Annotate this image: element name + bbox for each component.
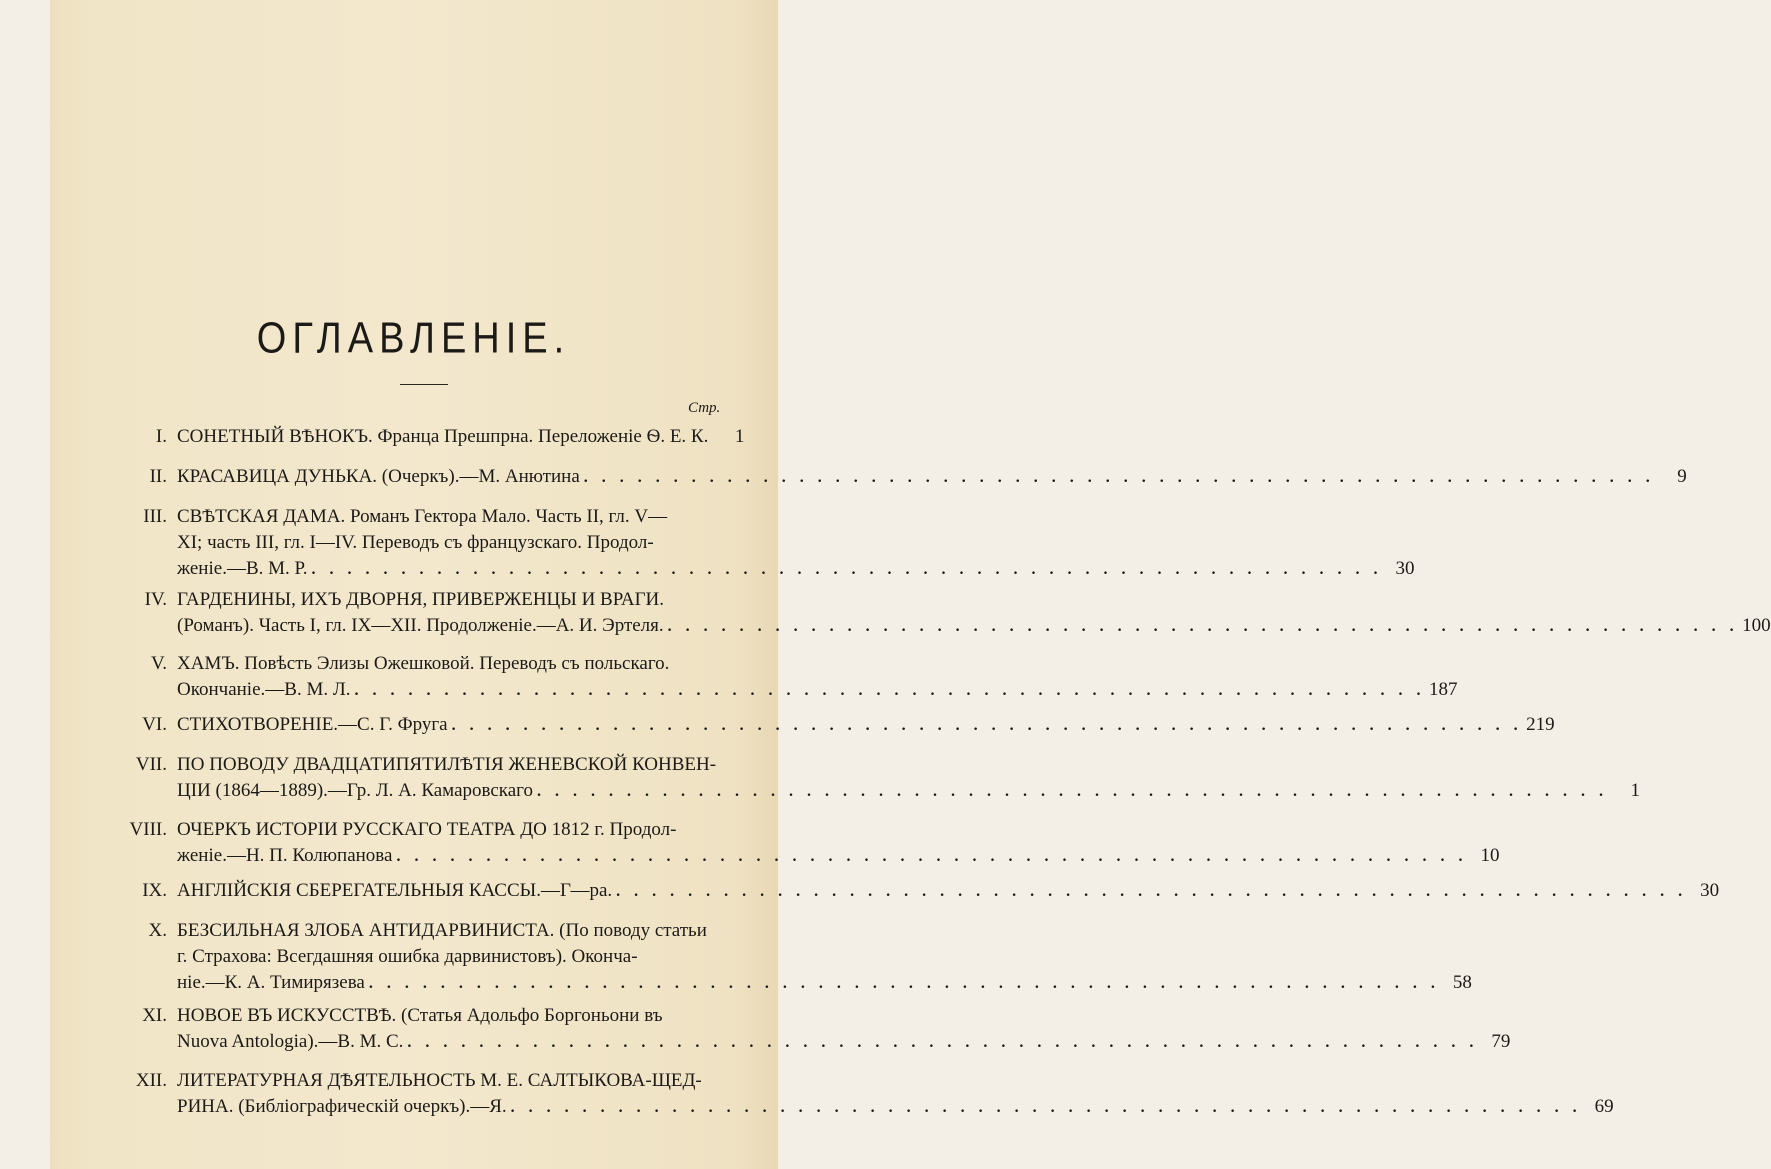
entry-last-line (177, 613, 1771, 640)
entry-line: НОВОЕ ВЪ ИСКУССТВѢ. (Статья Адольфо Боргоньони въ (177, 1005, 663, 1026)
leader-dots: . . . . . . . . . . . . . . . . . . . . . . . . . . . . . . . . . . . . . . . . . . . . . . . . . . . . . . . . . . . . (510, 1099, 1582, 1116)
page-number: 1 (734, 426, 745, 447)
entry-last-line (177, 970, 1472, 997)
entry-text: КРАСАВИЦА ДУНЬКА. (Очеркъ).—М. Анютина (177, 466, 580, 487)
leader-dots: . . . . . . . . . . . . . . . . . . . . . . . . . . . . . . . . . . . . . . . . . . . . . . . . . . . . . . . . . . . . (583, 469, 1655, 486)
page-number: 30 (1700, 880, 1720, 901)
entry-text: (Романъ). Часть I, гл. IX—XII. Продолженіе.—А. И. Эртеля. (177, 615, 664, 636)
entry-text: РИНА. (Библіографическій очеркъ).—Я. (177, 1096, 507, 1117)
entry-number: VIII. (129, 819, 167, 840)
entry-number: I. (155, 426, 167, 447)
entry-number: XI. (142, 1005, 167, 1026)
leader-dots: . . . . . . . . . . . . . . . . . . . . . . . . . . . . . . . . . . . . . . . . . . . . . . . . . . . . . . . . . . . . (407, 1034, 1479, 1051)
entry-line: XI; часть III, гл. I—IV. Переводъ съ французскаго. Продол- (177, 532, 654, 553)
page-number: 58 (1452, 972, 1472, 993)
entry-last-line (177, 556, 1415, 583)
entry-line: ГАРДЕНИНЫ, ИХЪ ДВОРНЯ, ПРИВЕРЖЕНЦЫ И ВРАГИ. (177, 589, 665, 610)
entry-number: IV. (144, 589, 167, 610)
entry-number: IX. (142, 880, 167, 901)
entry-last-line (177, 843, 1500, 870)
entry-last-line (177, 1094, 1614, 1121)
page-number: 187 (1428, 679, 1458, 700)
entry-number: V. (150, 653, 167, 674)
entry-number: II. (149, 466, 167, 487)
entry-number: VI. (142, 714, 167, 735)
entry-text: СТИХОТВОРЕНІЕ.—С. Г. Фруга (177, 714, 448, 735)
entry-last-line (177, 424, 745, 451)
leader-dots: . . . . . . . . . . . . . . . . . . . . . . . . . . . . . . . . . . . . . . . . . . . . . . . . . . . . . . . . . . . . (368, 975, 1440, 992)
page-number: 1 (1630, 780, 1640, 801)
entry-number: XII. (135, 1070, 167, 1091)
page-number: 219 (1526, 714, 1555, 735)
entry-line: ХАМЪ. Повѣсть Элизы Ожешковой. Переводъ съ польскаго. (177, 653, 670, 674)
entry-last-line (177, 1029, 1511, 1056)
entry-text: АНГЛІЙСКІЯ СБЕРЕГАТЕЛЬНЫЯ КАССЫ.—Г—ра. (177, 880, 613, 901)
page-number: 30 (1395, 558, 1415, 579)
leader-dots: . . . . . . . . . . . . . . . . . . . . . . . . . . . . . . . . . . . . . . . . . . . . . . . . . . . . . . . . . . . . (667, 618, 1739, 635)
page-number: 100 (1742, 615, 1771, 636)
entry-last-line (177, 464, 1687, 491)
leader-dots: . . . . . . . . . . . . . . . . . . . . . . . . . . . . . . . . . . . . . . . . . . . . . . . . . . . . . . . . . . . . (451, 717, 1523, 734)
entry-line: ЛИТЕРАТУРНАЯ ДѢЯТЕЛЬНОСТЬ М. Е. САЛТЫКОВА-ЩЕД- (177, 1070, 702, 1091)
entry-text: женіе.—Н. П. Колюпанова (177, 845, 393, 866)
page-number: 79 (1491, 1031, 1511, 1052)
page-column-label: Стр. (688, 400, 721, 416)
entry-line: г. Страхова: Всегдашняя ошибка дарвинистовъ). Оконча- (177, 946, 638, 967)
leader-dots: . . . . . . . . . . . . . . . . . . . . . . . . . . . . . . . . . . . . . . . . . . . . . . . . . . . . . . . . . . . . (537, 783, 1608, 800)
entry-number: VII. (135, 754, 167, 775)
page-number: 69 (1594, 1096, 1614, 1117)
entry-text: Окончаніе.—В. М. Л. (177, 679, 351, 700)
entry-text: женіе.—В. М. Р. (177, 558, 308, 579)
entry-last-line (177, 778, 1640, 805)
entry-line: БЕЗСИЛЬНАЯ ЗЛОБА АНТИДАРВИНИСТА. (По поводу статьи (177, 920, 707, 941)
entry-number: III. (143, 506, 167, 527)
page-title: ОГЛАВЛЕНІЕ. (256, 314, 571, 364)
entry-text: ніе.—К. А. Тимирязева (177, 972, 365, 993)
page-number: 10 (1480, 845, 1500, 866)
entry-text: СОНЕТНЫЙ ВѢНОКЪ. Франца Прешпрна. Переложеніе Ѳ. Е. К. (177, 426, 709, 447)
leader-dots: . . . . . . . . . . . . . . . . . . . . . . . . . . . . . . . . . . . . . . . . . . . . . . . . . . . . . . . . . . . . (616, 883, 1688, 900)
entry-last-line (177, 878, 1720, 905)
leader-dots: . . . . . . . . . . . . . . . . . . . . . . . . . . . . . . . . . . . . . . . . . . . . . . . . . . . . . . . . . . . . (396, 848, 1468, 865)
entry-line: ПО ПОВОДУ ДВАДЦАТИПЯТИЛѢТІЯ ЖЕНЕВСКОЙ КОНВЕН- (177, 754, 717, 775)
entry-line: ОЧЕРКЪ ИСТОРІИ РУССКАГО ТЕАТРА ДО 1812 г. Продол- (177, 819, 677, 840)
entry-number: X. (148, 920, 167, 941)
entry-last-line (177, 712, 1555, 739)
leader-dots: . . . . . . . . . . . . . . . . . . . . . . . . . . . . . . . . . . . . . . . . . . . . . . . . . . . . . . . . . . . . (311, 561, 1383, 578)
entry-last-line (177, 677, 1458, 704)
entry-text: Nuova Antologia).—В. М. С. (177, 1031, 404, 1052)
leader-dots: . . . . . . . . . . . . . . . . . . . . . . . . . . . . . . . . . . . . . . . . . . . . . . . . . . . . . . . . . . . . (354, 682, 1426, 699)
entry-line: СВѢТСКАЯ ДАМА. Романъ Гектора Мало. Часть II, гл. V— (177, 506, 668, 527)
entry-text: ЦІИ (1864—1889).—Гр. Л. А. Камаровскаго (177, 780, 533, 801)
page-number: 9 (1677, 466, 1687, 487)
